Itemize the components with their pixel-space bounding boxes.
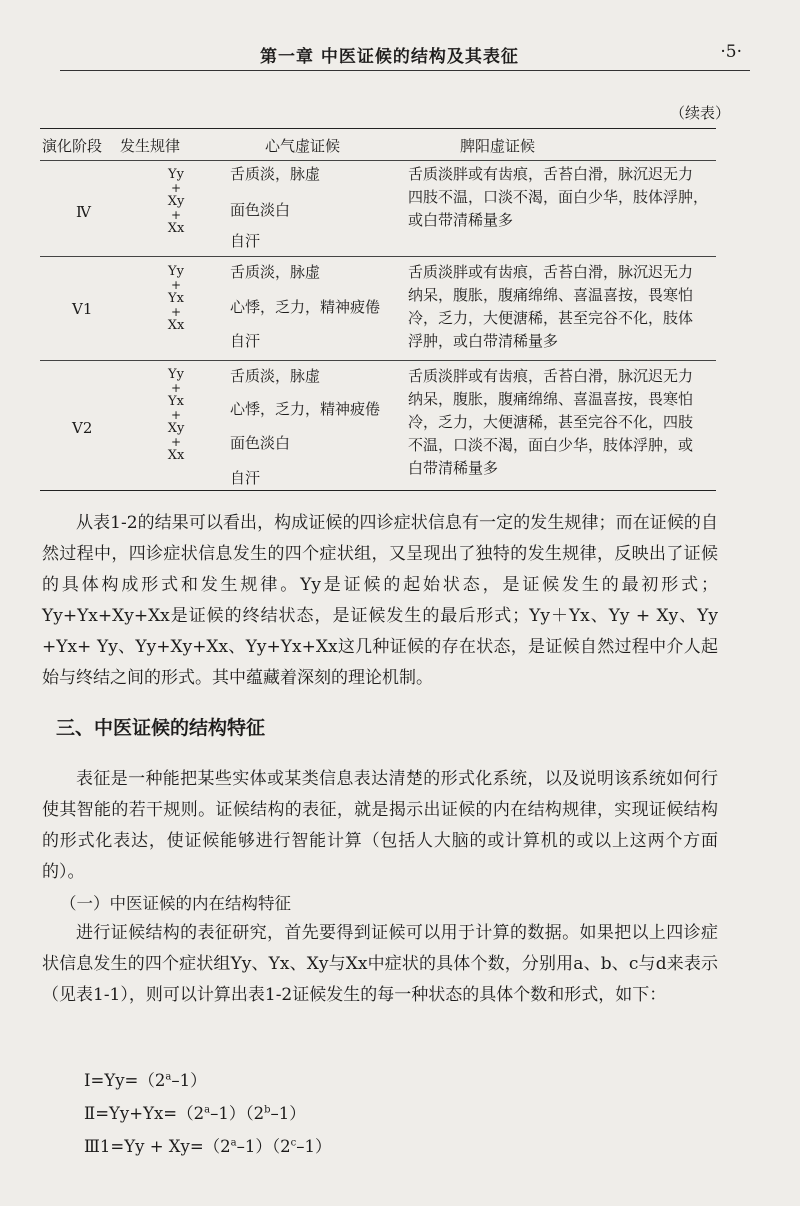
spleen-yang-symptom: 冷，乏力，大便溏稀，甚至完谷不化，肢体 (408, 309, 694, 327)
subsection-heading: （一）中医证候的内在结构特征 (60, 894, 291, 913)
spleen-yang-symptom: 四肢不温，口淡不渴，面白少华，肢体浮肿， (408, 188, 709, 206)
spleen-yang-symptom: 浮肿，或白带清稀量多 (408, 332, 559, 350)
heart-qi-symptom: 自汗 (230, 332, 261, 350)
heart-qi-symptom: 心悸，乏力，精神疲倦 (230, 298, 381, 316)
spleen-yang-symptom: 舌质淡胖或有齿痕，舌苔白滑，脉沉迟无力 (408, 263, 694, 281)
running-header (60, 38, 750, 68)
stage-label: Ⅴ2 (72, 419, 93, 437)
table-continued-label: （续表） (669, 104, 730, 122)
spleen-yang-symptom: 或白带清稀量多 (408, 211, 514, 229)
occurrence-law: Yy + Xy + Xx (167, 167, 185, 236)
formula-line: Ⅲ1=Yy + $Xy=(2^a-1)(2^c-1)$ (84, 1137, 332, 1156)
row-divider (40, 256, 716, 257)
occurrence-law: Yy + Yx + Xy + Xx (167, 367, 185, 463)
spleen-yang-symptom: 冷，乏力，大便溏稀，甚至完谷不化，四肢 (408, 413, 694, 431)
column-header-heart-qi: 心气虚证候 (265, 137, 341, 155)
body-paragraph: 表征是一种能把某些实体或某类信息表达清楚的形式化系统，以及说明该系统如何行使其智能的若干规则。证候结构的表征，就是揭示出证候的内在结构规律，实现证候结构的形式化表达，使证候能够进行智能计算（包括人大脑的或计算机的或以上这两个方面的）。 (42, 769, 718, 882)
header-rule (60, 70, 750, 71)
chapter-title: 第一章 中医证候的结构及其表征 (260, 47, 519, 67)
stage-label: Ⅳ (76, 203, 91, 221)
spleen-yang-symptom: 白带清稀量多 (408, 459, 499, 477)
heart-qi-symptom: 舌质淡，脉虚 (230, 367, 321, 385)
section-heading: 三、中医证候的结构特征 (56, 717, 266, 739)
spleen-yang-symptom: 不温，口淡不渴，面白少华，肢体浮肿，或 (408, 436, 694, 454)
column-header-spleen-yang: 脾阳虚证候 (460, 137, 536, 155)
column-header-stage: 演化阶段 (42, 137, 103, 155)
stage-label: Ⅴ1 (72, 300, 93, 318)
page-number: ·5· (720, 42, 742, 62)
occurrence-law: Yy + Yx + Xx (167, 264, 185, 333)
formula-line: $Ⅱ=Yy+Yx=(2^a-1)(2^b-1)$ (84, 1104, 306, 1123)
spleen-yang-symptom: 纳呆，腹胀，腹痛绵绵、喜温喜按，畏寒怕 (408, 390, 694, 408)
table-bottom-rule (40, 490, 716, 491)
heart-qi-symptom: 自汗 (230, 232, 261, 250)
heart-qi-symptom: 自汗 (230, 469, 261, 487)
row-divider (40, 360, 716, 361)
table-header-rule (40, 160, 716, 161)
heart-qi-symptom: 面色淡白 (230, 434, 291, 452)
column-header-law: 发生规律 (120, 137, 181, 155)
spleen-yang-symptom: 舌质淡胖或有齿痕，舌苔白滑，脉沉迟无力 (408, 165, 694, 183)
heart-qi-symptom: 舌质淡，脉虚 (230, 165, 321, 183)
spleen-yang-symptom: 舌质淡胖或有齿痕，舌苔白滑，脉沉迟无力 (408, 367, 694, 385)
body-paragraph: 从表1-2的结果可以看出，构成证候的四诊症状信息有一定的发生规律；而在证候的自然过程中，四诊症状信息发生的四个症状组，又呈现出了独特的发生规律，反映出了证候的具体构成形式和发生规律。Yy是证候的起始状态，是证候发生的最初形式；Yy+Yx+Xy+Xx是证候的终结状态，是证候发生的最后形式；Yy＋Yx、Yy + Xy、Yy +Yx+ Yy、Yy+Xy+Xx、Yy+Yx+Xx这几种证候的存在状态，是证候自然过程中介人起始与终结之间的形式。其中蕴藏着深刻的理论机制。 (42, 513, 718, 688)
spleen-yang-symptom: 纳呆，腹胀，腹痛绵绵、喜温喜按，畏寒怕 (408, 286, 694, 304)
formula-line: $Ⅰ=Yy=(2^a-1)$ (84, 1071, 207, 1090)
body-paragraph: 进行证候结构的表征研究，首先要得到证候可以用于计算的数据。如果把以上四诊症状信息发生的四个症状组Yy、Yx、Xy与Xx中症状的具体个数，分别用a、b、c与d来表示（见表1-1），则可以计算出表1-2证候发生的每一种状态的具体个数和形式，如下： (42, 923, 718, 1005)
heart-qi-symptom: 心悸，乏力，精神疲倦 (230, 400, 381, 418)
heart-qi-symptom: 面色淡白 (230, 201, 291, 219)
table-top-rule (40, 128, 716, 129)
heart-qi-symptom: 舌质淡，脉虚 (230, 263, 321, 281)
